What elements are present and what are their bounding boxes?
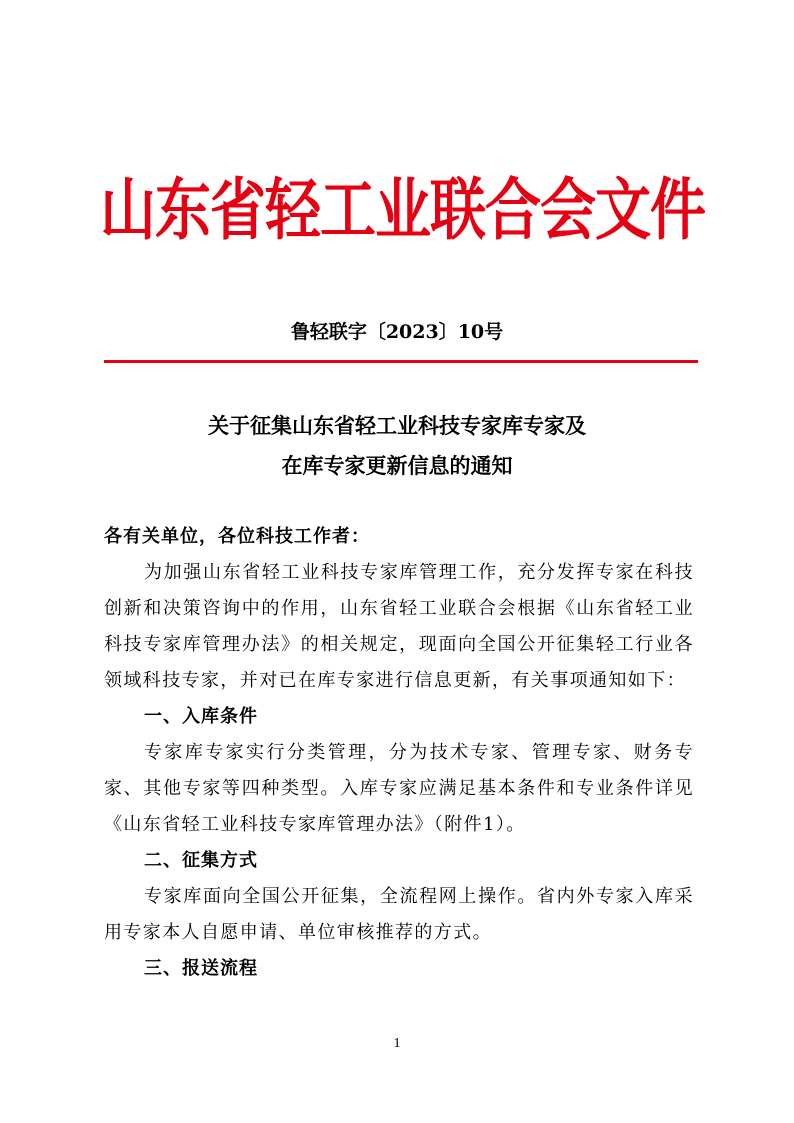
section-heading-2: 二、征集方式	[144, 850, 258, 871]
document-number: 鲁轻联字〔2023〕10号	[290, 321, 504, 343]
notice-title-line-1: 关于征集山东省轻工业科技专家库专家及	[208, 413, 586, 438]
salutation: 各有关单位，各位科技工作者：	[104, 526, 370, 547]
intro-paragraph: 为加强山东省轻工业科技专家库管理工作，充分发挥专家在科技创新和决策咨询中的作用，山东省轻工业联合会根据《山东省轻工业科技专家库管理办法》的相关规定，现面向全国公开征集轻工行业各领域科技专家，并对已在库专家进行信息更新，有关事项通知如下：	[104, 562, 694, 691]
section-heading-1: 一、入库条件	[144, 706, 258, 727]
section-paragraph-1: 专家库专家实行分类管理，分为技术专家、管理专家、财务专家、其他专家等四种类型。入库专家应满足基本条件和专业条件详见《山东省轻工业科技专家库管理办法》（附件1）。	[104, 742, 694, 835]
red-divider-line	[104, 360, 698, 363]
section-heading-3: 三、报送流程	[144, 958, 258, 979]
document-body	[104, 519, 694, 987]
masthead-title: 山东省轻工业联合会文件	[100, 170, 705, 250]
page-number: 1	[393, 1036, 401, 1051]
notice-title-line-2: 在库专家更新信息的通知	[281, 453, 513, 478]
section-paragraph-2: 专家库面向全国公开征集，全流程网上操作。省内外专家入库采用专家本人自愿申请、单位审核推荐的方式。	[104, 886, 694, 943]
